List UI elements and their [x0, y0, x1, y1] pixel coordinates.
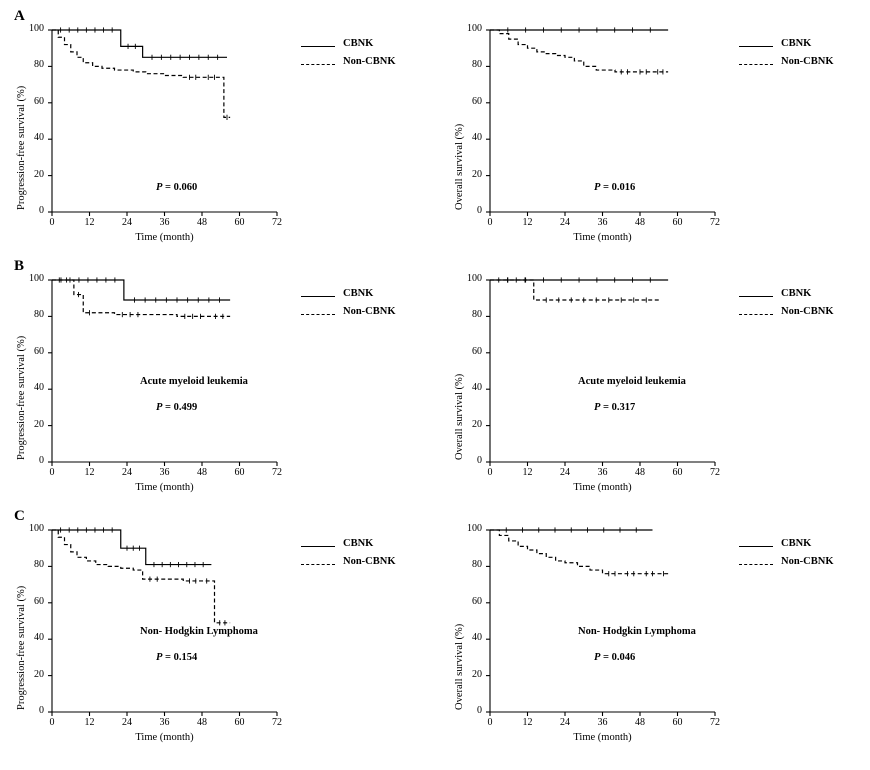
axes-lines: [490, 280, 715, 462]
disease-annotation: Acute myeloid leukemia: [578, 376, 686, 387]
p-value-annotation: P = 0.154: [156, 652, 198, 663]
y-tick-label: 100: [467, 23, 482, 34]
y-tick-label: 100: [29, 523, 44, 534]
x-tick-label: 12: [84, 717, 95, 728]
x-tick-label: 0: [49, 717, 55, 728]
x-axis-label: Time (month): [573, 232, 632, 243]
y-tick-label: 60: [472, 595, 482, 607]
x-tick-label: 12: [84, 217, 95, 228]
panel-a-right: [438, 6, 868, 256]
x-tick-label: 12: [84, 467, 95, 478]
x-tick-label: 60: [672, 717, 683, 728]
censor-marks-non-cbnk: [150, 577, 225, 626]
censor-marks-non-cbnk: [499, 277, 647, 302]
x-axis-label: Time (month): [573, 482, 632, 493]
x-tick-label: 48: [197, 217, 207, 228]
p-value-annotation: P = 0.060: [156, 182, 198, 193]
legend-label: Non-CBNK: [343, 306, 396, 317]
x-tick-label: 48: [635, 717, 645, 728]
x-tick-label: 0: [49, 217, 55, 228]
legend-dashed-line-icon: [301, 314, 335, 315]
x-tick-label: 24: [560, 217, 570, 228]
x-tick-label: 48: [635, 217, 645, 228]
y-tick-label: 40: [34, 632, 44, 644]
y-tick-label: 60: [34, 345, 44, 357]
series-non-cbnk: [52, 30, 230, 117]
panel-c-right: [438, 506, 868, 756]
x-tick-label: 36: [597, 717, 608, 728]
panel-b-right: [438, 256, 868, 506]
censor-marks-cbnk: [61, 527, 204, 567]
y-tick-label: 20: [472, 168, 482, 180]
x-tick-label: 72: [710, 217, 720, 228]
y-axis-label: Progression-free survival (%): [16, 585, 27, 710]
axes-lines: [490, 530, 715, 712]
series-non-cbnk: [490, 530, 668, 574]
y-tick-label: 60: [34, 95, 44, 107]
y-tick-label: 40: [34, 382, 44, 394]
disease-annotation: Acute myeloid leukemia: [140, 376, 248, 387]
series-cbnk: [52, 530, 211, 565]
y-tick-label: 80: [34, 309, 44, 321]
x-axis-label: Time (month): [135, 232, 194, 243]
y-tick-label: 100: [29, 273, 44, 284]
censor-marks-cbnk: [61, 27, 218, 60]
x-tick-label: 0: [49, 467, 55, 478]
legend-dashed-line-icon: [739, 564, 773, 565]
panel-c-left: [0, 506, 430, 756]
x-tick-label: 12: [522, 467, 533, 478]
x-tick-label: 48: [197, 467, 207, 478]
legend-label: CBNK: [343, 38, 374, 49]
x-tick-label: 60: [234, 467, 245, 478]
x-tick-label: 72: [710, 717, 720, 728]
disease-annotation: Non- Hodgkin Lymphoma: [578, 626, 696, 637]
y-tick-label: 0: [39, 455, 44, 466]
y-tick-label: 40: [472, 132, 482, 144]
y-tick-label: 20: [34, 168, 44, 180]
y-tick-label: 80: [472, 559, 482, 571]
x-tick-label: 60: [234, 717, 245, 728]
y-tick-label: 80: [34, 59, 44, 71]
x-tick-label: 0: [487, 467, 493, 478]
legend-solid-line-icon: [301, 46, 335, 47]
p-value-annotation: P = 0.016: [594, 182, 636, 193]
series-non-cbnk: [52, 530, 230, 623]
series-non-cbnk: [490, 30, 668, 72]
y-tick-label: 60: [34, 595, 44, 607]
x-tick-label: 60: [234, 217, 245, 228]
x-tick-label: 24: [560, 467, 570, 478]
y-axis-label: Progression-free survival (%): [16, 85, 27, 210]
legend-label: CBNK: [343, 538, 374, 549]
censor-marks-cbnk: [61, 277, 220, 302]
panel-letter: A: [14, 8, 25, 24]
x-tick-label: 72: [710, 467, 720, 478]
series-non-cbnk: [490, 280, 659, 300]
legend-label: CBNK: [781, 538, 812, 549]
axes-lines: [52, 280, 277, 462]
legend-solid-line-icon: [301, 296, 335, 297]
y-tick-label: 20: [34, 668, 44, 680]
series-cbnk: [52, 30, 227, 57]
y-tick-label: 100: [467, 273, 482, 284]
x-axis-label: Time (month): [135, 732, 194, 743]
x-axis-label: Time (month): [135, 482, 194, 493]
y-tick-label: 0: [477, 455, 482, 466]
legend-dashed-line-icon: [739, 314, 773, 315]
x-tick-label: 24: [122, 467, 132, 478]
x-tick-label: 0: [487, 717, 493, 728]
x-axis-label: Time (month): [573, 732, 632, 743]
x-tick-label: 36: [597, 467, 608, 478]
legend-label: CBNK: [781, 288, 812, 299]
y-tick-label: 20: [34, 418, 44, 430]
y-axis-label: Overall survival (%): [454, 623, 465, 710]
p-value-annotation: P = 0.317: [594, 402, 636, 413]
y-tick-label: 0: [39, 205, 44, 216]
legend-label: Non-CBNK: [781, 306, 834, 317]
legend-label: CBNK: [343, 288, 374, 299]
y-tick-label: 20: [472, 418, 482, 430]
x-tick-label: 72: [272, 467, 282, 478]
y-tick-label: 20: [472, 668, 482, 680]
y-tick-label: 60: [472, 95, 482, 107]
y-tick-label: 80: [34, 559, 44, 571]
x-tick-label: 24: [122, 717, 132, 728]
legend-label: CBNK: [781, 38, 812, 49]
legend-solid-line-icon: [301, 546, 335, 547]
x-tick-label: 60: [672, 217, 683, 228]
x-tick-label: 36: [159, 717, 170, 728]
y-tick-label: 40: [472, 382, 482, 394]
panel-a-left: [0, 6, 430, 256]
y-axis-label: Progression-free survival (%): [16, 335, 27, 460]
y-tick-label: 60: [472, 345, 482, 357]
x-tick-label: 36: [159, 467, 170, 478]
y-tick-label: 0: [477, 705, 482, 716]
legend-dashed-line-icon: [301, 64, 335, 65]
y-tick-label: 0: [477, 205, 482, 216]
y-tick-label: 100: [467, 523, 482, 534]
series-non-cbnk: [52, 280, 230, 316]
legend-dashed-line-icon: [739, 64, 773, 65]
x-tick-label: 48: [197, 717, 207, 728]
x-tick-label: 72: [272, 217, 282, 228]
x-tick-label: 12: [522, 217, 533, 228]
legend-label: Non-CBNK: [781, 56, 834, 67]
censor-marks-non-cbnk: [609, 571, 664, 576]
legend-label: Non-CBNK: [781, 556, 834, 567]
x-tick-label: 24: [560, 717, 570, 728]
x-tick-label: 72: [272, 717, 282, 728]
censor-marks-non-cbnk: [190, 75, 228, 120]
panel-b-left: [0, 256, 430, 506]
y-axis-label: Overall survival (%): [454, 123, 465, 210]
y-tick-label: 80: [472, 59, 482, 71]
panel-letter: C: [14, 508, 25, 524]
p-value-annotation: P = 0.046: [594, 652, 636, 663]
p-value-annotation: P = 0.499: [156, 402, 198, 413]
legend-label: Non-CBNK: [343, 56, 396, 67]
x-tick-label: 36: [597, 217, 608, 228]
x-tick-label: 48: [635, 467, 645, 478]
legend-label: Non-CBNK: [343, 556, 396, 567]
x-tick-label: 24: [122, 217, 132, 228]
y-tick-label: 80: [472, 309, 482, 321]
y-tick-label: 40: [472, 632, 482, 644]
x-tick-label: 36: [159, 217, 170, 228]
panel-letter: B: [14, 258, 25, 274]
y-tick-label: 40: [34, 132, 44, 144]
y-axis-label: Overall survival (%): [454, 373, 465, 460]
legend-solid-line-icon: [739, 546, 773, 547]
x-tick-label: 12: [522, 717, 533, 728]
legend-solid-line-icon: [739, 46, 773, 47]
x-tick-label: 0: [487, 217, 493, 228]
x-tick-label: 60: [672, 467, 683, 478]
y-tick-label: 0: [39, 705, 44, 716]
legend-dashed-line-icon: [301, 564, 335, 565]
legend-solid-line-icon: [739, 296, 773, 297]
y-tick-label: 100: [29, 23, 44, 34]
disease-annotation: Non- Hodgkin Lymphoma: [140, 626, 258, 637]
